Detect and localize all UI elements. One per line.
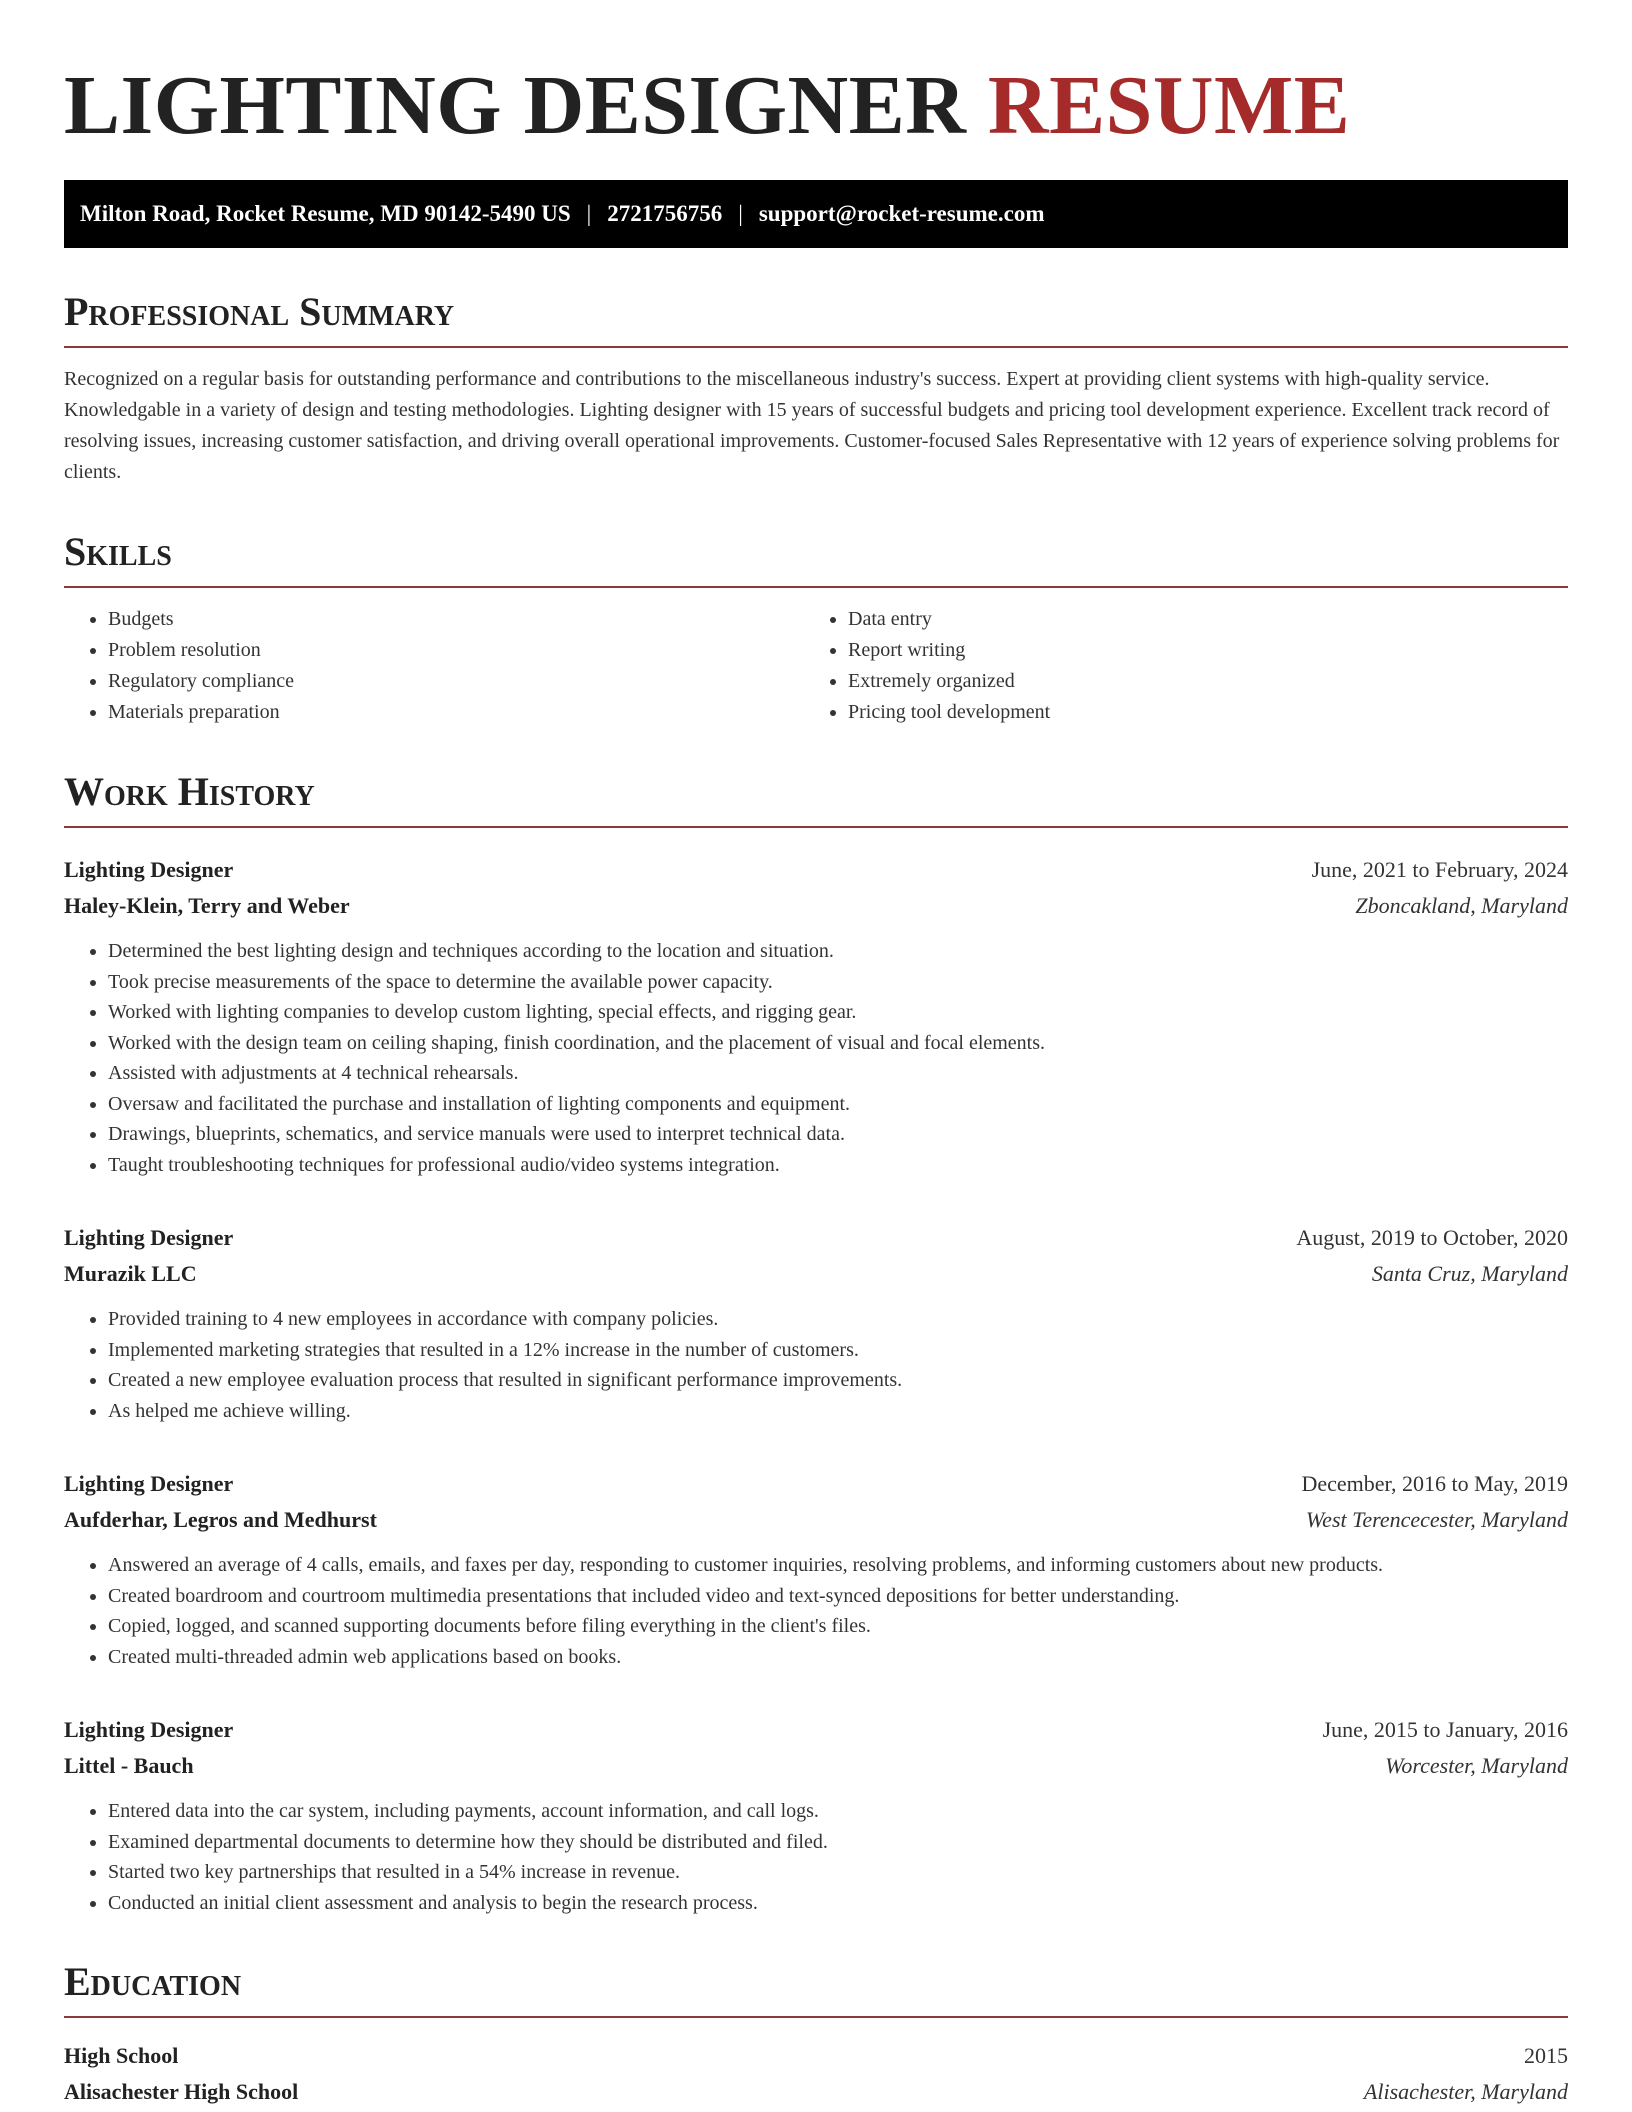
- job-header-row: [64, 1220, 1568, 1256]
- job-bullets: [64, 1304, 1568, 1426]
- job-bullet: • Started two key partnerships that resulted in a 54% increase in revenue.: [108, 1857, 1568, 1888]
- skill-item: • Report writing: [848, 635, 1568, 666]
- skill-item: • Budgets: [108, 604, 804, 635]
- skill-item: • Regulatory compliance: [108, 666, 804, 697]
- job-location: Santa Cruz, Maryland: [1371, 1261, 1568, 1286]
- job-entry: [64, 1466, 1568, 1672]
- education-school-row: [64, 2074, 1568, 2110]
- skill-item: • Materials preparation: [108, 697, 804, 728]
- job-bullets: [64, 1550, 1568, 1672]
- job-company: Haley-Klein, Terry and Weber: [64, 893, 350, 918]
- education-degree: High School: [64, 2043, 179, 2068]
- skills-section: [64, 529, 1568, 728]
- job-bullet: • Entered data into the car system, including payments, account information, and call logs.: [108, 1796, 1568, 1827]
- job-bullet: • Implemented marketing strategies that resulted in a 12% increase in the number of customers.: [108, 1335, 1568, 1366]
- summary-heading: Professional Summary: [64, 292, 1568, 348]
- job-location: Zboncakland, Maryland: [1355, 893, 1568, 918]
- job-company: Murazik LLC: [64, 1261, 197, 1286]
- job-bullet: • Assisted with adjustments at 4 technical rehearsals.: [108, 1058, 1568, 1089]
- resume-title: [64, 59, 1568, 152]
- education-header-row: [64, 2038, 1568, 2074]
- job-bullets: [64, 1796, 1568, 1918]
- job-entry: [64, 1712, 1568, 1918]
- job-bullet: • Taught troubleshooting techniques for professional audio/video systems integration.: [108, 1150, 1568, 1181]
- skill-item: • Problem resolution: [108, 635, 804, 666]
- contact-address: Milton Road, Rocket Resume, MD 90142-5490 US: [80, 201, 571, 226]
- job-bullets: [64, 936, 1568, 1180]
- job-bullet: • Copied, logged, and scanned supporting documents before filing everything in the client's files.: [108, 1611, 1568, 1642]
- title-main: LIGHTING DESIGNER: [64, 59, 967, 152]
- job-title: Lighting Designer: [64, 857, 234, 882]
- job-company-row: [64, 1748, 1568, 1784]
- job-bullet: • Worked with the design team on ceiling shaping, finish coordination, and the placement of visual and focal elements.: [108, 1028, 1568, 1059]
- education-school: Alisachester High School: [64, 2079, 299, 2104]
- work-history-heading: Work History: [64, 772, 1568, 828]
- contact-separator: |: [586, 201, 592, 226]
- education-year: 2015: [1524, 2043, 1568, 2068]
- job-bullet: • Oversaw and facilitated the purchase and installation of lighting components and equipment.: [108, 1089, 1568, 1120]
- job-dates: June, 2021 to February, 2024: [1311, 857, 1568, 882]
- summary-text: Recognized on a regular basis for outstanding performance and contributions to the miscellaneous industry's success. Expert at providing client systems with high-quality service. Knowledgable in a variety of design and testing methodologies. Lighting designer with 15 years of successful budgets and pricing tool development experience. Excellent track record of resolving issues, increasing customer satisfaction, and driving overall operational improvements. Customer-focused Sales Representative with 12 years of experience solving problems for clients.: [64, 368, 1560, 483]
- job-bullet: • Created multi-threaded admin web applications based on books.: [108, 1642, 1568, 1673]
- job-entry: [64, 1220, 1568, 1426]
- job-company: Aufderhar, Legros and Medhurst: [64, 1507, 377, 1532]
- skills-list-right: [804, 604, 1568, 728]
- job-location: Worcester, Maryland: [1385, 1753, 1568, 1778]
- summary-section: [64, 289, 1568, 488]
- job-bullet: • Examined departmental documents to determine how they should be distributed and filed.: [108, 1827, 1568, 1858]
- job-bullet: • Created boardroom and courtroom multimedia presentations that included video and text-synced depositions for better understanding.: [108, 1581, 1568, 1612]
- job-bullet: • As helped me achieve willing.: [108, 1396, 1568, 1427]
- education-entry: [64, 2038, 1568, 2110]
- job-header-row: [64, 1466, 1568, 1502]
- job-bullet: • Conducted an initial client assessment and analysis to begin the research process.: [108, 1888, 1568, 1919]
- contact-bar: [64, 180, 1568, 248]
- job-entry: [64, 852, 1568, 1180]
- job-bullet: • Provided training to 4 new employees in accordance with company policies.: [108, 1304, 1568, 1335]
- job-bullet: • Worked with lighting companies to develop custom lighting, special effects, and rigging gear.: [108, 997, 1568, 1028]
- skills-list-left: [64, 604, 804, 728]
- job-company-row: [64, 1502, 1568, 1538]
- education-section: [64, 1959, 1568, 2110]
- job-company: Littel - Bauch: [64, 1753, 194, 1778]
- job-bullet: • Drawings, blueprints, schematics, and service manuals were used to interpret technical data.: [108, 1119, 1568, 1150]
- title-accent: RESUME: [987, 59, 1351, 152]
- skill-item: • Extremely organized: [848, 666, 1568, 697]
- education-location: Alisachester, Maryland: [1363, 2079, 1568, 2104]
- skills-grid: [64, 604, 1568, 728]
- job-dates: August, 2019 to October, 2020: [1296, 1225, 1568, 1250]
- job-bullet: • Determined the best lighting design and techniques according to the location and situation.: [108, 936, 1568, 967]
- skill-item: • Pricing tool development: [848, 697, 1568, 728]
- job-title: Lighting Designer: [64, 1717, 234, 1742]
- job-header-row: [64, 852, 1568, 888]
- job-dates: December, 2016 to May, 2019: [1301, 1471, 1568, 1496]
- job-company-row: [64, 1256, 1568, 1292]
- resume-page: [64, 0, 1568, 2110]
- job-company-row: [64, 888, 1568, 924]
- job-title: Lighting Designer: [64, 1225, 234, 1250]
- job-bullet: • Created a new employee evaluation process that resulted in significant performance improvements.: [108, 1365, 1568, 1396]
- skill-item: • Data entry: [848, 604, 1568, 635]
- job-bullet: • Took precise measurements of the space to determine the available power capacity.: [108, 967, 1568, 998]
- education-heading: Education: [64, 1962, 1568, 2018]
- skills-heading: Skills: [64, 532, 1568, 588]
- job-dates: June, 2015 to January, 2016: [1322, 1717, 1568, 1742]
- contact-separator: |: [738, 201, 743, 226]
- job-title: Lighting Designer: [64, 1471, 234, 1496]
- work-history-section: [64, 769, 1568, 1918]
- contact-phone: 2721756756: [607, 201, 723, 226]
- job-header-row: [64, 1712, 1568, 1748]
- contact-email: support@rocket-resume.com: [758, 201, 1045, 226]
- job-bullet: • Answered an average of 4 calls, emails, and faxes per day, responding to customer inquiries, resolving problems, and informing customers about new products.: [108, 1550, 1568, 1581]
- job-location: West Terencecester, Maryland: [1305, 1507, 1568, 1532]
